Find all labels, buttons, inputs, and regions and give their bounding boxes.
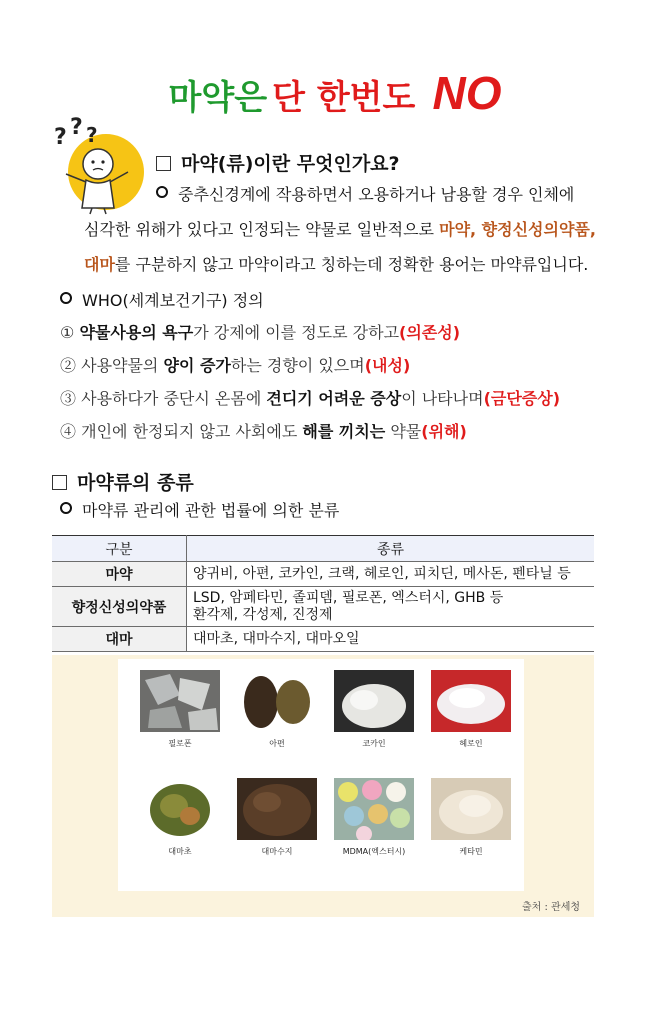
table-cell-types: 양귀비, 아편, 코카인, 크랙, 헤로인, 피치딘, 메사돈, 펜타닐 등: [187, 562, 595, 587]
section1-para-line3: 대마를 구분하지 않고 마약이라고 칭하는데 정확한 용어는 마약류입니다.: [84, 255, 589, 274]
checkbox-square-icon: [156, 156, 171, 171]
who-item: ③ 사용하다가 중단시 온몸에 견디기 어려운 증상이 나타나며(금단증상): [60, 389, 561, 408]
drug-label: 헤로인: [459, 739, 483, 748]
section1-para-line1: 중추신경계에 작용하면서 오용하거나 남용할 경우 인체에: [156, 185, 574, 205]
drug-label: 필로폰: [168, 739, 192, 748]
table-cell-category: 마약: [52, 562, 187, 587]
who-item: ② 사용약물의 양이 증가하는 경향이 있으며(내성): [60, 356, 411, 375]
drug-photo-opium: [237, 670, 317, 758]
svg-text:?: ?: [86, 123, 98, 147]
pills-image: [334, 778, 414, 840]
who-item: ① 약물사용의 욕구가 강제에 이를 정도로 강하고(의존성): [60, 323, 461, 342]
table-row: [52, 627, 594, 652]
circle-bullet-icon: [60, 292, 72, 304]
table-cell-types: LSD, 암페타민, 졸피뎀, 필로폰, 엑스터시, GHB 등 환각제, 각성제, 진정제: [187, 587, 595, 627]
drug-classification-table: [52, 535, 594, 652]
drug-label: 아편: [269, 739, 285, 748]
drug-photo-heroin: [431, 670, 511, 758]
table-cell-category: 대마: [52, 627, 187, 652]
confused-character-icon: [48, 116, 144, 216]
title-part2: 단 한번도: [272, 78, 416, 118]
powder-image: [334, 670, 414, 732]
highlight-text: 마약, 향정신성의약품,: [439, 220, 596, 239]
svg-text:?: ?: [70, 116, 83, 140]
highlight-text: 대마: [84, 255, 115, 274]
checkbox-square-icon: [52, 475, 67, 490]
title-no: NO: [432, 67, 502, 119]
drug-label: 대마수지: [261, 847, 293, 856]
table-row: [52, 562, 594, 587]
image-source: 출처 : 관세청: [522, 902, 581, 913]
section2-heading: 마약류의 종류: [52, 468, 194, 495]
table-cell-types: 대마초, 대마수지, 대마오일: [187, 627, 595, 652]
circle-bullet-icon: [60, 502, 72, 514]
drug-photo-ketamine: [431, 778, 511, 866]
drug-photo-marijuana: [140, 778, 220, 866]
table-header: 종류: [187, 536, 595, 562]
opium-image: [237, 670, 317, 732]
crystal-image: [140, 670, 220, 732]
table-header: 구분: [52, 536, 187, 562]
circle-bullet-icon: [156, 186, 168, 198]
drug-photo-mdma: [334, 778, 414, 866]
cannabis-image: [140, 778, 220, 840]
drug-label: 케타민: [459, 847, 483, 856]
table-row: [52, 587, 594, 627]
section1-heading: 마약(류)이란 무엇인가요?: [156, 149, 400, 176]
title-part1: 마약은: [168, 78, 268, 118]
drug-photo-cocaine: [334, 670, 414, 758]
svg-text:?: ?: [54, 125, 67, 150]
drug-label: 대마초: [168, 847, 192, 856]
drug-photo-hashish: [237, 778, 317, 866]
drug-photo-philopon: [140, 670, 220, 758]
drug-label: MDMA(엑스터시): [342, 847, 406, 856]
table-header-row: [52, 536, 594, 562]
section2-subheading: 마약류 관리에 관한 법률에 의한 분류: [60, 501, 339, 521]
who-label: WHO(세계보건기구) 정의: [60, 291, 264, 311]
table-cell-category: 향정신성의약품: [52, 587, 187, 627]
section1-para-line2: 심각한 위해가 있다고 인정되는 약물로 일반적으로 마약, 향정신성의약품,: [84, 220, 596, 239]
drug-label: 코카인: [362, 739, 386, 748]
powder-image: [431, 778, 511, 840]
powder-image: [431, 670, 511, 732]
who-item: ④ 개인에 한정되지 않고 사회에도 해를 끼치는 약물(위해): [60, 422, 467, 441]
resin-image: [237, 778, 317, 840]
